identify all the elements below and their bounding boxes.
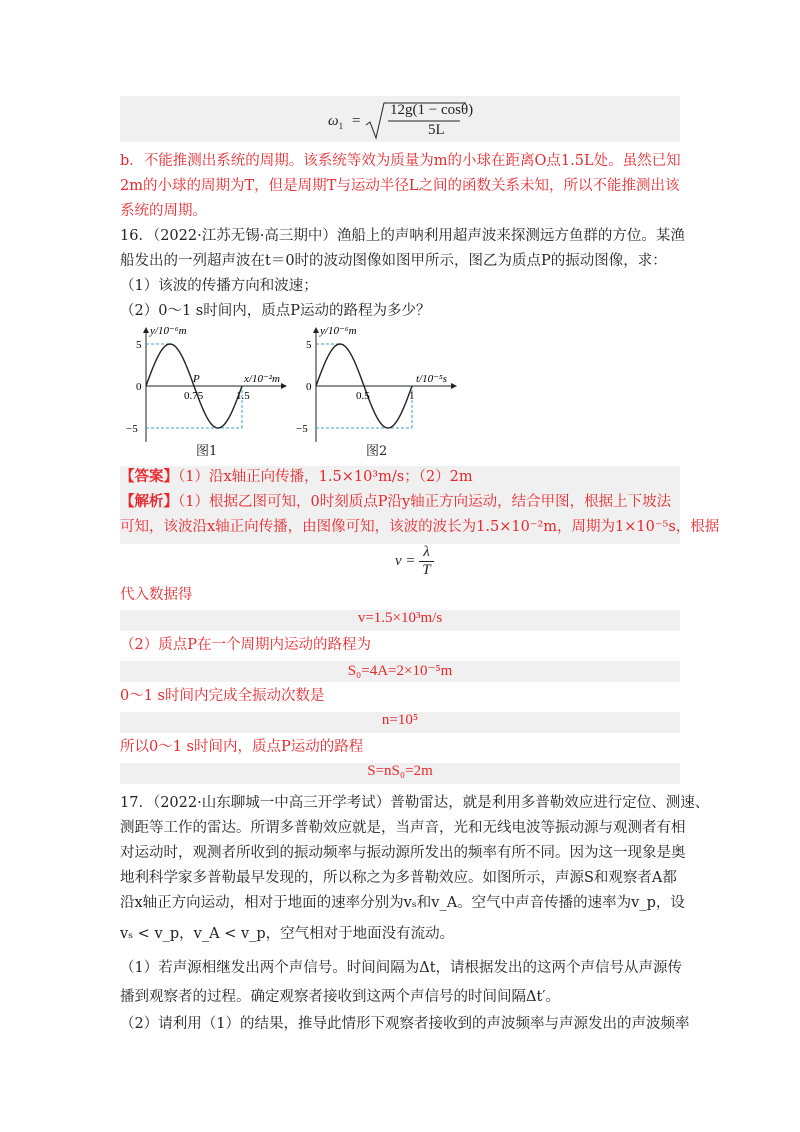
fig1-tick-x-075: 0.75 [184, 390, 204, 402]
fig2-xlabel: t/10⁻⁵s [416, 373, 448, 385]
fig2-tick-x-05: 0.5 [356, 390, 370, 402]
q17-line-4: 地利科学家多普勒最早发现的，所以称之为多普勒效应。如图所示，声源S和观察者A都 [120, 870, 677, 886]
fig2-caption: 图2 [366, 444, 388, 459]
fig1-caption: 图1 [196, 444, 218, 459]
analysis-line-1: 【解析】（1）根据乙图可知，0时刻质点P沿y轴正方向运动，结合甲图，根据上下坡法 [120, 493, 672, 510]
q17-line-2: 测距等工作的雷达。所谓多普勒效应就是，当声音，光和无线电波等振动源与观测者有相 [120, 820, 686, 836]
answer-line: 【答案】（1）沿x轴正向传播，1.5×10³m/s；（2）2m [120, 468, 473, 485]
analysis-line-3: 代入数据得 [120, 587, 193, 603]
q16-line-1: 16．（2022·江苏无锡·高三期中）渔船上的声呐利用超声波来探测远方鱼群的方位。某渔 [120, 228, 685, 244]
q16-line-2: 船发出的一列超声波在t＝0时的波动图像如图甲所示，图乙为质点P的振动图像，求： [120, 253, 667, 269]
q16-line-4: （2）0～1 s时间内，质点P运动的路程为多少？ [120, 303, 431, 319]
q17-line-5: 沿x轴正方向运动，相对于地面的速率分别为vₛ和v_A。空气中声音传播的速率为v_p，设 [120, 895, 685, 911]
b-line-3: 系统的周期。 [120, 203, 207, 219]
analysis-line-5: 0～1 s时间内完成全振动次数是 [120, 688, 325, 704]
fig1-tick-x-15: 1.5 [236, 390, 250, 402]
b-line-2: 2m的小球的周期为T，但是周期T与运动半径L之间的函数关系未知，所以不能推测出该 [120, 178, 680, 194]
fig2-tick-y-5: 5 [306, 339, 312, 351]
formula-v-lambda-T: v = $\frac{\lambda}{T}$ [395, 544, 434, 579]
q17-line-7: （1）若声源相继发出两个声信号。时间间隔为Δt，请根据发出的这两个声信号从声源传 [120, 960, 683, 976]
b-line-1: b．不能推测出系统的周期。该系统等效为质量为m的小球在距离O点1.5L处。虽然已知 [120, 153, 681, 169]
q16-line-3: （1）该波的传播方向和波速； [120, 278, 318, 294]
equation-velocity: v=1.5×10³m/s [357, 610, 443, 626]
fig2-ylabel: y/10⁻⁶m [320, 325, 357, 337]
analysis-line-6: 所以0～1 s时间内，质点P运动的路程 [120, 739, 364, 755]
equation-S: S=nS₀=2m [367, 763, 433, 779]
fig2-tick-y-neg5: −5 [296, 423, 308, 435]
fig1-tick-y-0: 0 [136, 381, 142, 393]
fig1-tick-y-5: 5 [136, 339, 142, 351]
fig1-xlabel: x/10⁻²m [244, 373, 280, 385]
analysis-line-4: （2）质点P在一个周期内运动的路程为 [120, 637, 371, 653]
fig1-ylabel: y/10⁻⁶m [150, 325, 187, 337]
q17-line-1: 17．（2022·山东聊城一中高三开学考试）普勒雷达，就是利用多普勒效应进行定位、测速、 [120, 795, 710, 811]
q17-line-3: 对运动时，观测者所收到的振动频率与振动源所发出的频率有所不同。因为这一现象是奥 [120, 845, 686, 861]
fig2-tick-x-1: 1 [409, 390, 415, 402]
fig1-tick-y-neg5: −5 [126, 423, 138, 435]
equation-S0: S₀=4A=2×10⁻⁵m [347, 663, 453, 679]
q17-line-6: vₛ < v_p，v_A < v_p，空气相对于地面没有流动。 [120, 926, 455, 942]
fig1-point-P: P [193, 373, 200, 385]
q17-line-9: （2）请利用（1）的结果，推导此情形下观察者接收到的声波频率与声源发出的声波频率 [120, 1016, 690, 1032]
analysis-line-2: 可知，该波沿x轴正向传播，由图像可知，该波的波长为1.5×10⁻²m，周期为1×10⁻⁵s，根据 [120, 519, 720, 535]
q17-line-8: 播到观察者的过程。确定观察者接收到这两个声信号的时间间隔Δt′。 [120, 989, 561, 1005]
equation-n: n=10⁵ [381, 712, 419, 728]
fig2-tick-y-0: 0 [306, 381, 312, 393]
